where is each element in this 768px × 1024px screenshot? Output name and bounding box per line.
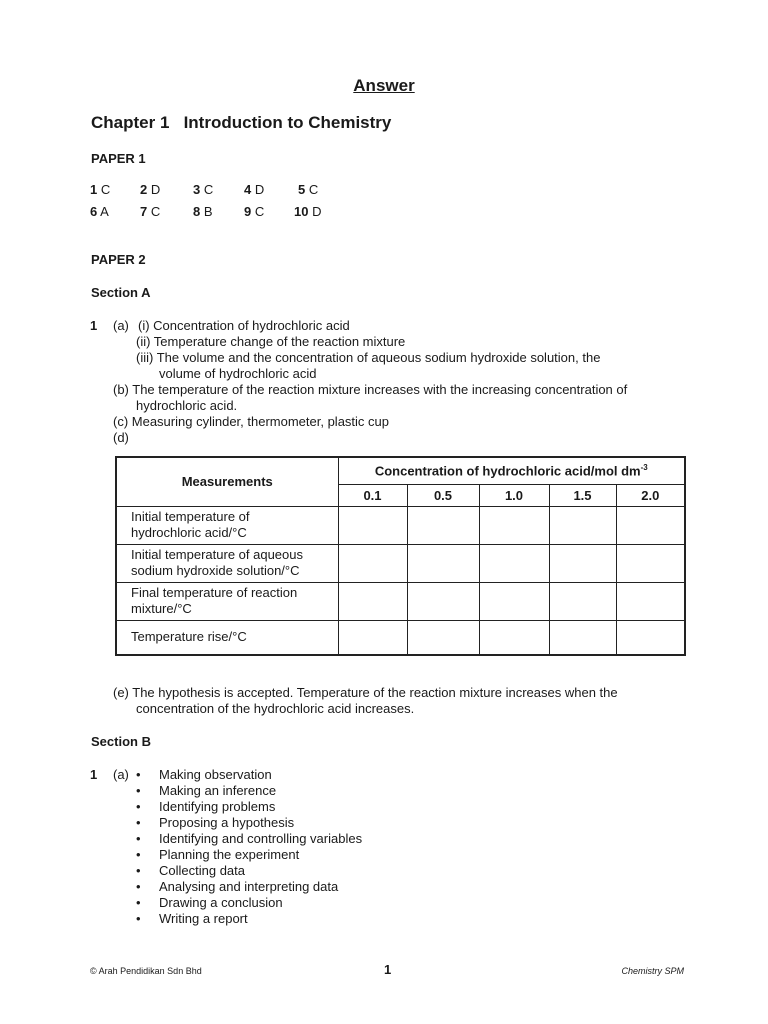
answer-c: (c) Measuring cylinder, thermometer, plastic cup (113, 414, 389, 429)
question-number: 1 (90, 318, 98, 333)
empty-cell (338, 506, 407, 544)
list-item: • Analysing and interpreting data (136, 879, 339, 894)
empty-cell (479, 544, 549, 582)
list-item: • Identifying problems (136, 799, 276, 814)
answer-a-iii: (iii) The volume and the concentration of aqueous sodium hydroxide solution, the (136, 350, 601, 365)
measurements-header: Measurements (116, 457, 338, 506)
concentration-value: 1.5 (549, 484, 616, 506)
concentration-header: Concentration of hydrochloric acid/mol $dm^{-3}$ (338, 457, 685, 484)
empty-cell (616, 544, 685, 582)
answer-e: (e) The hypothesis is accepted. Temperature of the reaction mixture increases when the (113, 685, 618, 700)
list-item: • Proposing a hypothesis (136, 815, 295, 830)
empty-cell (616, 506, 685, 544)
empty-cell (616, 582, 685, 620)
empty-cell (479, 620, 549, 655)
mcq-answer: 3 C (193, 182, 214, 197)
answer-a-ii: (ii) Temperature change of the reaction mixture (136, 334, 406, 349)
process-skill-list (136, 767, 362, 927)
section-b-heading: Section B (91, 734, 151, 749)
answer-e-cont: concentration of the hydrochloric acid increases. (136, 701, 415, 716)
mcq-answer: 8 B (193, 204, 213, 219)
concentration-value: 2.0 (616, 484, 685, 506)
section-a-heading: Section A (91, 285, 151, 300)
empty-cell (407, 582, 479, 620)
mcq-answer: 5 C (298, 182, 319, 197)
concentration-value: 0.5 (407, 484, 479, 506)
measurements-table (115, 456, 686, 656)
list-item: • Collecting data (136, 863, 245, 878)
table-row (116, 506, 685, 544)
concentration-value: 0.1 (338, 484, 407, 506)
part-a-label: (a) (113, 767, 129, 782)
part-a-label: (a) (113, 318, 129, 333)
answer-d: (d) (113, 430, 129, 445)
row-label: Temperature rise/°C (116, 620, 338, 655)
list-item: • Writing a report (136, 911, 248, 926)
chapter-heading: Chapter 1 Introduction to Chemistry (91, 113, 392, 132)
mcq-answer: 7 C (140, 204, 161, 219)
paper1-heading: PAPER 1 (91, 151, 146, 166)
concentration-value: 1.0 (479, 484, 549, 506)
empty-cell (549, 582, 616, 620)
answer-b: (b) The temperature of the reaction mixture increases with the increasing concentration of (113, 382, 628, 397)
page-number: 1 (384, 962, 392, 977)
mcq-answer: 6 A (90, 204, 109, 219)
empty-cell (549, 544, 616, 582)
empty-cell (407, 620, 479, 655)
list-item: • Planning the experiment (136, 847, 300, 862)
empty-cell (407, 506, 479, 544)
empty-cell (479, 506, 549, 544)
list-item: • Identifying and controlling variables (136, 831, 363, 846)
row-label: Final temperature of reaction mixture/°C (116, 582, 338, 620)
footer-copyright: © Arah Pendidikan Sdn Bhd (90, 966, 202, 976)
mcq-answer: 9 C (244, 204, 265, 219)
empty-cell (549, 506, 616, 544)
mcq-answer: 2 D (140, 182, 161, 197)
table-row (116, 582, 685, 620)
mcq-answer: 1 C (90, 182, 111, 197)
table-row (116, 620, 685, 655)
empty-cell (407, 544, 479, 582)
mcq-answer: 4 D (244, 182, 265, 197)
answer-a-iii-cont: volume of hydrochloric acid (159, 366, 317, 381)
answer-a-i: (i) Concentration of hydrochloric acid (138, 318, 350, 333)
answer-b-cont: hydrochloric acid. (136, 398, 238, 413)
footer-subject: Chemistry SPM (621, 966, 684, 976)
table-row (116, 544, 685, 582)
list-item: • Drawing a conclusion (136, 895, 283, 910)
empty-cell (338, 620, 407, 655)
list-item: • Making an inference (136, 783, 277, 798)
empty-cell (616, 620, 685, 655)
page-title: Answer (353, 76, 415, 95)
mcq-answer: 10 D (294, 204, 322, 219)
empty-cell (338, 544, 407, 582)
paper2-heading: PAPER 2 (91, 252, 146, 267)
row-label: Initial temperature of aqueous sodium hydroxide solution/°C (116, 544, 338, 582)
row-label: Initial temperature of hydrochloric acid/°C (116, 506, 338, 544)
question-number: 1 (90, 767, 98, 782)
empty-cell (338, 582, 407, 620)
empty-cell (549, 620, 616, 655)
empty-cell (479, 582, 549, 620)
list-item: • Making observation (136, 767, 272, 782)
